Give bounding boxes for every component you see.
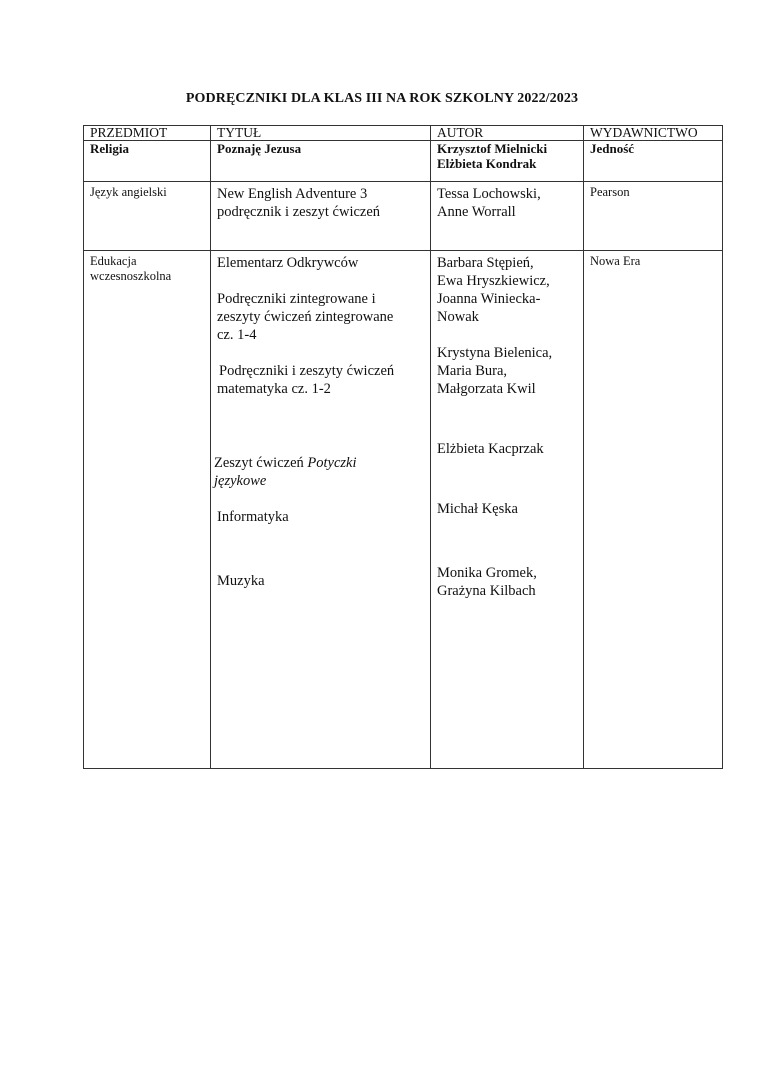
title-line: [214, 454, 426, 472]
publisher-cell: Nowa Era: [584, 251, 723, 769]
page-title: PODRĘCZNIKI DLA KLAS III NA ROK SZKOLNY 2022/2023: [185, 91, 579, 106]
title-line: Informatyka: [217, 509, 289, 525]
author-line: Nowak: [437, 309, 479, 325]
title-line: matematyka cz. 1-2: [217, 381, 331, 397]
title-line: Podręczniki zintegrowane i: [217, 291, 376, 307]
publisher-cell: Pearson: [584, 182, 723, 251]
publisher-cell: Jedność: [584, 141, 723, 182]
title-line: Elementarz Odkrywców: [217, 255, 359, 271]
author-line: Krzysztof Mielnicki: [437, 141, 548, 156]
header-autor: AUTOR: [431, 126, 584, 141]
title-cell: [211, 251, 431, 769]
title-line: podręcznik i zeszyt ćwiczeń: [217, 204, 381, 220]
author-cell: [431, 141, 584, 182]
subject-line: Edukacja: [90, 254, 137, 268]
table-row-edukacja: [84, 251, 723, 769]
author-line: Maria Bura,: [437, 363, 508, 379]
author-cell: [431, 182, 584, 251]
subject-cell: Religia: [84, 141, 211, 182]
zeszyt-italic-title: językowe: [214, 473, 267, 489]
author-line: Elżbieta Kacprzak: [437, 441, 544, 457]
author-line: Monika Gromek,: [437, 565, 537, 581]
header-wydawnictwo: WYDAWNICTWO: [584, 126, 723, 141]
table-row-religia: [84, 141, 723, 182]
author-line: Joanna Winiecka-: [437, 291, 541, 307]
subject-cell: Język angielski: [84, 182, 211, 251]
title-cell: Poznaję Jezusa: [211, 141, 431, 182]
author-line: Ewa Hryszkiewicz,: [437, 273, 550, 289]
zeszyt-italic-title: Potyczki: [307, 455, 357, 471]
title-line: cz. 1-4: [217, 327, 257, 343]
title-line: [214, 472, 426, 490]
header-tytul: TYTUŁ: [211, 126, 431, 141]
author-line: Grażyna Kilbach: [437, 583, 536, 599]
author-line: Elżbieta Kondrak: [437, 156, 537, 171]
table-header-row: [84, 126, 723, 141]
subject-cell: [84, 251, 211, 769]
author-line: Tessa Lochowski,: [437, 186, 541, 202]
author-line: Anne Worrall: [437, 204, 516, 220]
zeszyt-prefix: Zeszyt ćwiczeń: [214, 455, 308, 471]
title-line: Muzyka: [217, 573, 265, 589]
author-line: Małgorzata Kwil: [437, 381, 536, 397]
title-cell: [211, 182, 431, 251]
title-line: Podręczniki i zeszyty ćwiczeń: [219, 363, 395, 379]
title-line: zeszyty ćwiczeń zintegrowane: [217, 309, 394, 325]
textbook-table: [83, 125, 723, 769]
author-line: Barbara Stępień,: [437, 255, 534, 271]
header-przedmiot: PRZEDMIOT: [84, 126, 211, 141]
title-line: New English Adventure 3: [217, 186, 368, 202]
author-cell: [431, 251, 584, 769]
subject-line: wczesnoszkolna: [90, 269, 172, 283]
author-line: Michał Kęska: [437, 501, 518, 517]
author-line: Krystyna Bielenica,: [437, 345, 553, 361]
table-row-angielski: [84, 182, 723, 251]
